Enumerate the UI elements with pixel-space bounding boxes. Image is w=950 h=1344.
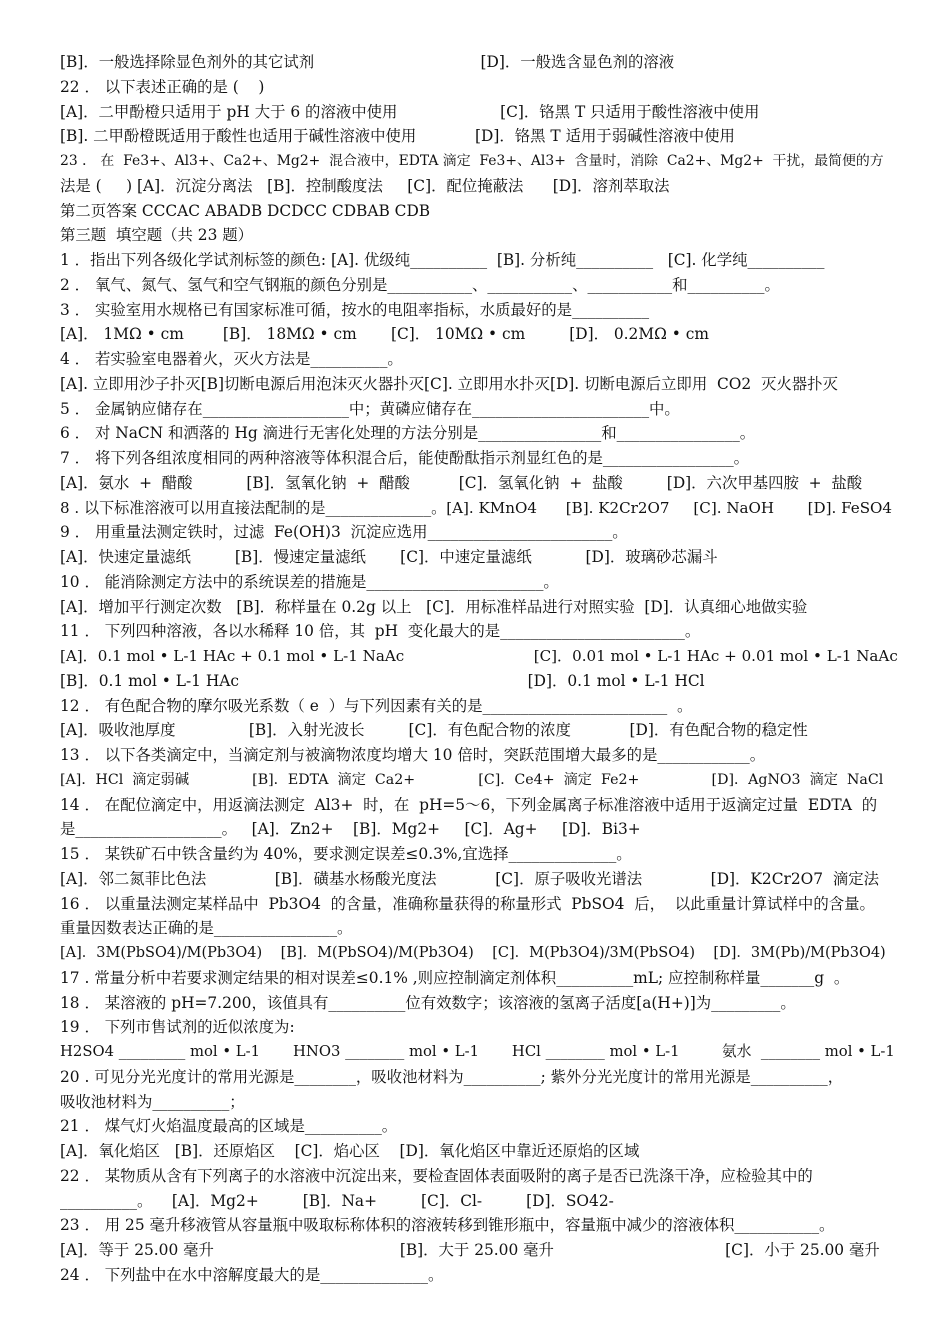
options-line: [A]．氧化焰区 [B]．还原焰区 [C]．焰心区 [D]．氧化焰区中靠近还原焰的区域 bbox=[60, 1142, 640, 1160]
question-line: 4 ． 若实验室电器着火，灭火方法是__________。 bbox=[60, 350, 403, 368]
options-line: [A]．0.1 mol • L-1 HAc + 0.1 mol • L-1 NaAc [C]．0.01 mol • L-1 HAc + 0.01 mol • L-1 NaAc bbox=[60, 647, 898, 665]
options-line: [A]．HCl 滴定弱碱 [B]．EDTA 滴定 Ca2+ [C]．Ce4+ 滴定 Fe2+ [D]．AgNO3 滴定 NaCl bbox=[60, 771, 884, 788]
question-line: 10 ． 能消除测定方法中的系统误差的措施是_______________________。 bbox=[60, 572, 559, 591]
question-line: 22 ． 某物质从含有下列离子的水溶液中沉淀出来，要检查固体表面吸附的离子是否已洗涤干净，应检验其中的 bbox=[60, 1166, 813, 1185]
question-line: 2 ． 氧气、氮气、氢气和空气钢瓶的颜色分别是___________、___________、___________和__________。 bbox=[60, 275, 780, 294]
options-line: [B]．0.1 mol • L-1 HAc [D]．0.1 mol • L-1 HCl bbox=[60, 671, 705, 690]
question-line: 17 . 常量分析中若要求测定结果的相对误差≤0.1% ,则应控制滴定剂体积__________mL; 应控制称样量_______g 。 bbox=[60, 968, 850, 987]
question-line: 6 ． 对 NaCN 和洒落的 Hg 滴进行无害化处理的方法分别是________________和________________。 bbox=[60, 424, 756, 443]
question-line: 16 ． 以重量法测定某样品中 Pb3O4 的含量，准确称量获得的称量形式 PbSO4 后， 以此重量计算试样中的含量。 bbox=[60, 894, 875, 913]
text-line: [A]．二甲酚橙只适用于 pH 大于 6 的溶液中使用 [C]．铬黑 T 只适用于酸性溶液中使用 bbox=[60, 102, 760, 121]
question-line: 11 ． 下列四种溶液，各以水稀释 10 倍，其 pH 变化最大的是________________________。 bbox=[60, 622, 701, 641]
question-line: 23 ． 在 Fe3+、Al3+、Ca2+、Mg2+ 混合液中，EDTA 滴定 Fe3+、Al3+ 含量时，消除 Ca2+、Mg2+ 干扰，最简便的方 bbox=[60, 153, 884, 169]
question-line: 22 ． 以下表述正确的是 ( ) bbox=[60, 77, 265, 96]
question-line: 5 ． 金属钠应储存在___________________中；黄磷应储存在_______________________中。 bbox=[60, 399, 680, 418]
options-line: [A]．氨水 + 醋酸 [B]．氢氧化钠 + 醋酸 [C]．氢氧化钠 + 盐酸 [D]．六次甲基四胺 + 盐酸 bbox=[60, 473, 863, 492]
text-line: H2SO4 _________ mol • L-1 HNO3 ________ mol • L-1 HCl ________ mol • L-1 氨水 ________ mol • L-1 bbox=[60, 1043, 895, 1060]
answer-key-line: 第二页答案 CCCAC ABADB DCDCC CDBAB CDB bbox=[60, 201, 431, 220]
text-line: 吸收池材料为__________； bbox=[60, 1092, 245, 1111]
question-line: 7 ． 将下列各组浓度相同的两种溶液等体积混合后，能使酚酞指示剂显红色的是_________________。 bbox=[60, 449, 750, 467]
text-line: 法是 ( ) [A]．沉淀分离法 [B]．控制酸度法 [C]．配位掩蔽法 [D]．溶剂萃取法 bbox=[60, 176, 670, 195]
question-line: 14 ． 在配位滴定中，用返滴法测定 Al3+ 时，在 pH=5～6，下列金属离子标准溶液中适用于返滴定过量 EDTA 的 bbox=[60, 795, 878, 814]
question-line: 19 ． 下列市售试剂的近似浓度为: bbox=[60, 1018, 295, 1037]
question-line: 24 ． 下列盐中在水中溶解度最大的是______________。 bbox=[60, 1265, 444, 1284]
options-line: __________。 [A]．Mg2+ [B]．Na+ [C]．Cl- [D]．SO42- bbox=[60, 1191, 614, 1210]
options-line: [A]．增加平行测定次数 [B]．称样量在 0.2g 以上 [C]．用标准样品进行对照实验 [D]．认真细心地做实验 bbox=[60, 597, 808, 616]
options-line: [A]．3M(PbSO4)/M(Pb3O4) [B]．M(PbSO4)/M(Pb3O4) [C]．M(Pb3O4)/3M(PbSO4) [D]．3M(Pb)/M(Pb3O4) bbox=[60, 945, 886, 961]
question-line: 20 . 可见分光光度计的常用光源是________，吸收池材料为__________; 紫外分光光度计的常用光源是__________， bbox=[60, 1067, 844, 1086]
text-line: [B]．一般选择除显色剂外的其它试剂 [D]．一般选含显色剂的溶液 bbox=[60, 53, 675, 71]
options-line: [A]．等于 25.00 毫升 [B]．大于 25.00 毫升 [C]．小于 25.00 毫升 bbox=[60, 1241, 880, 1259]
options-line: 是___________________。 [A]．Zn2+ [B]．Mg2+ [C]．Ag+ [D]．Bi3+ bbox=[60, 820, 641, 839]
question-line: 15 ． 某铁矿石中铁含量约为 40%，要求测定误差≤0.3%,宜选择______________。 bbox=[60, 845, 632, 863]
text-line: 重量因数表达正确的是________________。 bbox=[60, 919, 353, 938]
question-line: 18 ． 某溶液的 pH=7.200，该值具有__________位有效数字；该溶液的氢离子活度[a(H+)]为_________。 bbox=[60, 993, 796, 1012]
options-line: [A]．吸收池厚度 [B]．入射光波长 [C]．有色配合物的浓度 [D]．有色配合物的稳定性 bbox=[60, 721, 808, 740]
question-line: 13 ． 以下各类滴定中，当滴定剂与被滴物浓度均增大 10 倍时，突跃范围增大最多的是____________。 bbox=[60, 746, 766, 764]
question-line: 1 ．指出下列各级化学试剂标签的颜色: [A]. 优级纯__________ [B]. 分析纯__________ [C]. 化学纯__________ bbox=[60, 251, 825, 269]
options-line: [A]．快速定量滤纸 [B]．慢速定量滤纸 [C]．中速定量滤纸 [D]．玻璃砂芯漏斗 bbox=[60, 548, 718, 566]
options-line: [A]．邻二氮菲比色法 [B]．磺基水杨酸光度法 [C]．原子吸收光谱法 [D]．K2Cr2O7 滴定法 bbox=[60, 869, 880, 888]
document-page bbox=[60, 50, 898, 1288]
question-line: 9 ． 用重量法测定铁时，过滤 Fe(OH)3 沉淀应选用________________________。 bbox=[60, 523, 628, 542]
question-line: 3 ． 实验室用水规格已有国家标准可循，按水的电阻率指标，水质最好的是__________ bbox=[60, 300, 650, 319]
options-line: [A]． 1MΩ • cm [B]． 18MΩ • cm [C]． 10MΩ • cm [D]． 0.2MΩ • cm bbox=[60, 325, 709, 344]
question-line: 12 ． 有色配合物的摩尔吸光系数（ e ）与下列因素有关的是________________________ 。 bbox=[60, 696, 693, 715]
text-line: [B]. 二甲酚橙既适用于酸性也适用于碱性溶液中使用 [D]．铬黑 T 适用于弱碱性溶液中使用 bbox=[60, 127, 735, 146]
options-line: [A]. 立即用沙子扑灭[B]切断电源后用泡沫灭火器扑灭[C]. 立即用水扑灭[D]. 切断电源后立即用 CO2 灭火器扑灭 bbox=[60, 374, 838, 393]
question-line: 8 . 以下标准溶液可以用直接法配制的是______________。[A]. KMnO4 [B]. K2Cr2O7 [C]. NaOH [D]. FeSO4 bbox=[60, 498, 893, 517]
question-line: 23 ． 用 25 毫升移液管从容量瓶中吸取标称体积的溶液转移到锥形瓶中，容量瓶中减少的溶液体积___________。 bbox=[60, 1216, 835, 1235]
question-line: 21 ． 煤气灯火焰温度最高的区域是__________。 bbox=[60, 1117, 398, 1136]
section-heading: 第三题 填空题（共 23 题） bbox=[60, 226, 254, 245]
